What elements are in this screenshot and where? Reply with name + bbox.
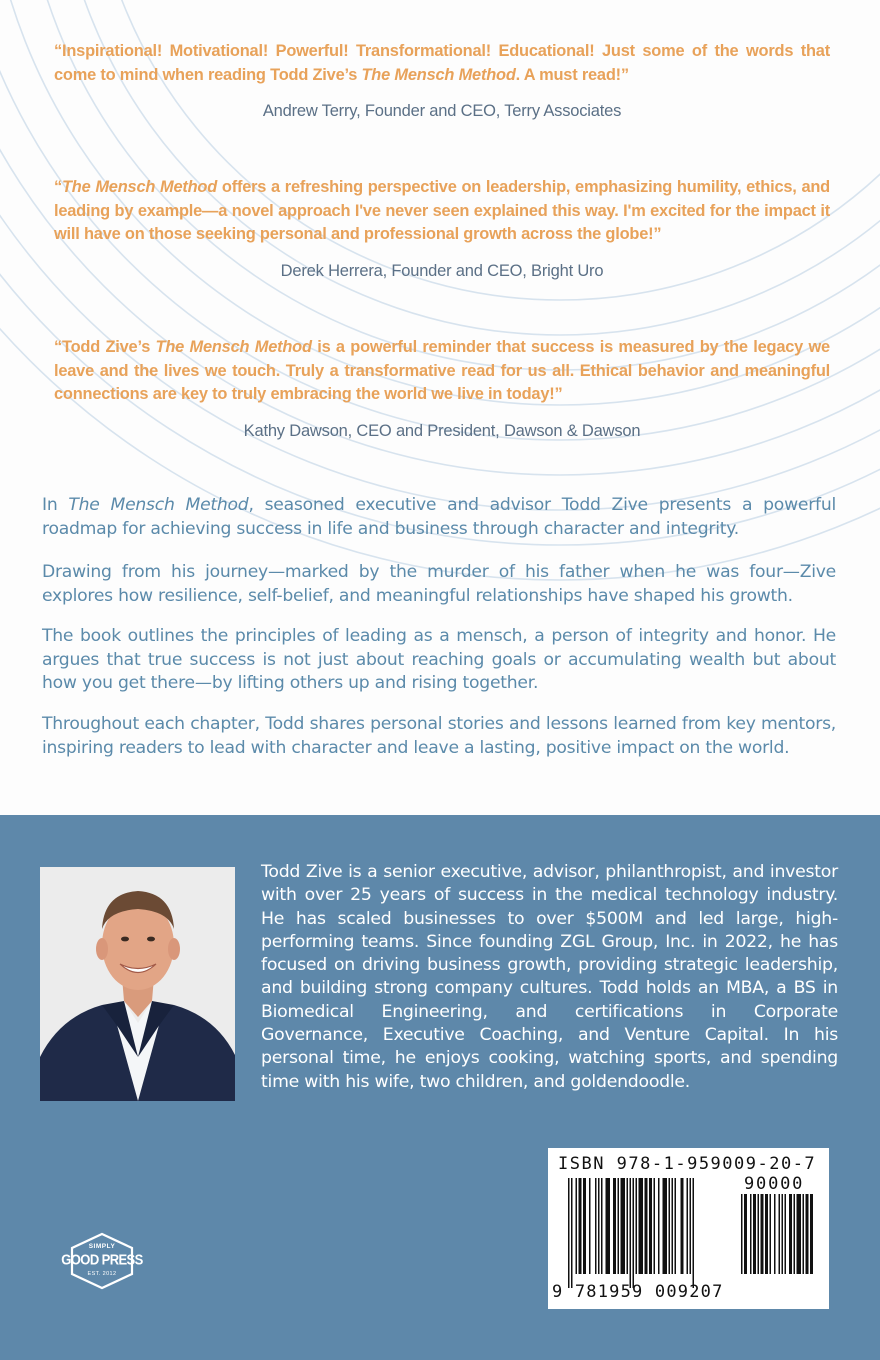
barcode-bar [753, 1194, 756, 1274]
barcode-bar [765, 1194, 768, 1274]
barcode-bar [571, 1178, 573, 1288]
barcode-bar [639, 1178, 644, 1274]
publisher-top-text: SIMPLY [88, 1243, 116, 1250]
barcode-bar [663, 1178, 668, 1274]
barcode-bar [770, 1194, 772, 1274]
ean-digits: 9 781959 009207 [552, 1282, 724, 1302]
barcode-bar [789, 1194, 792, 1274]
testimonial-attribution: Andrew Terry, Founder and CEO, Terry Associates [262, 102, 622, 120]
barcode-bar [589, 1178, 591, 1274]
publisher-logo [61, 1232, 143, 1290]
barcode-bar [630, 1178, 632, 1288]
barcode-bar [598, 1178, 600, 1274]
barcode-bar [744, 1194, 747, 1274]
barcode-bar [675, 1178, 677, 1274]
testimonial-attribution: Kathy Dawson, CEO and President, Dawson & Dawson [243, 422, 641, 440]
barcode-bar [618, 1178, 620, 1274]
barcode-bar [774, 1194, 776, 1274]
author-portrait-icon [40, 867, 235, 1101]
barcode-bar [583, 1178, 586, 1274]
description-paragraph: Throughout each chapter, Todd shares personal stories and lessons learned from key mentors, inspiring readers to lead with character and leave a lasting, positive impact on the world. [42, 714, 836, 758]
price-code: 90000 [744, 1174, 805, 1194]
barcode-bar [779, 1194, 781, 1274]
publisher-name: GOOD PRESS [61, 1250, 143, 1269]
barcode-bar [758, 1194, 760, 1274]
barcode-bar [761, 1194, 764, 1274]
barcode-bar [658, 1178, 660, 1274]
barcode-bar [576, 1178, 578, 1274]
author-panel [0, 815, 880, 1360]
barcode-bar [645, 1178, 648, 1274]
barcode-bar [606, 1178, 611, 1274]
description-paragraph: In The Mensch Method, seasoned executive and advisor Todd Zive presents a powerful roadmap for achieving success in life and business through character and integrity. [42, 495, 836, 539]
isbn-barcode [548, 1148, 829, 1309]
author-photo [40, 867, 235, 1101]
barcode-bar [672, 1178, 674, 1274]
barcode-bar [579, 1178, 582, 1274]
barcode-bar [797, 1194, 802, 1274]
barcode-bar [810, 1194, 813, 1274]
barcode-bar [568, 1178, 570, 1288]
barcode-bar [681, 1178, 684, 1274]
addon-bars [741, 1194, 819, 1288]
publisher-est: EST. 2012 [87, 1271, 117, 1277]
barcode-bar [806, 1194, 809, 1274]
barcode-bar [636, 1178, 638, 1274]
barcode-bar [794, 1194, 796, 1274]
barcode-bar [785, 1194, 787, 1274]
barcode-bar [621, 1178, 626, 1274]
barcode-bar [654, 1178, 656, 1274]
testimonial-quote: “The Mensch Method offers a refreshing perspective on leadership, emphasizing humility, ethics, and leading by example—a novel approach I've never seen explained this way. I'm excited for the impact it will have on those seeking personal and professional growth across the globe!” [54, 178, 830, 243]
barcode-bar [601, 1178, 603, 1274]
barcode-bar [633, 1178, 635, 1288]
description-paragraph: Drawing from his journey—marked by the murder of his father when he was four—Zive explores how resilience, self-belief, and meaningful relationships have shaped his growth. [42, 562, 836, 606]
author-bio: Todd Zive is a senior executive, advisor, philanthropist, and investor with over 25 years of success in the medical technology industry. He has scaled businesses to over $500M and led large, high-performing teams. Since founding ZGL Group, Inc. in 2022, he has focused on driving business growth, providing strategic leadership, and building strong company cultures. Todd holds an MBA, a BS in Biomedical Engineering, and certifications in Corporate Governance, Executive Coaching, and Venture Capital. In his personal time, he enjoys cooking, watching sports, and spending time with his wife, two children, and goldendoodle. [261, 862, 838, 1092]
barcode-bar [693, 1178, 695, 1288]
barcode-bar [627, 1178, 629, 1274]
barcode-bar [782, 1194, 784, 1274]
barcode-bar [669, 1178, 671, 1274]
testimonial-quote: “Inspirational! Motivational! Powerful! Transformational! Educational! Just some of the words that come to mind when reading Todd Zive’s The Mensch Method. A must read!” [54, 42, 830, 84]
barcode-bar [613, 1178, 616, 1274]
testimonial-attribution: Derek Herrera, Founder and CEO, Bright Uro [280, 262, 604, 280]
ean-bars [568, 1178, 736, 1288]
barcode-bar [595, 1178, 597, 1274]
barcode-bar [741, 1194, 743, 1274]
barcode-bar [690, 1178, 692, 1274]
testimonial-quote: “Todd Zive’s The Mensch Method is a powerful reminder that success is measured by the legacy we leave and the lives we touch. Truly a transformative read for us all. Ethical behavior and meaningful connections are key to truly embracing the world we live in today!” [54, 338, 830, 403]
barcode-bar [750, 1194, 752, 1274]
isbn-label: ISBN 978-1-959009-20-7 [558, 1154, 817, 1174]
barcode-bar [803, 1194, 805, 1274]
barcode-bar [649, 1178, 652, 1274]
barcode-bar [687, 1178, 689, 1274]
description-paragraph: The book outlines the principles of leading as a mensch, a person of integrity and honor. He argues that true success is not just about reaching goals or accumulating wealth but about how you get there—by lifting others up and rising together. [42, 626, 836, 693]
